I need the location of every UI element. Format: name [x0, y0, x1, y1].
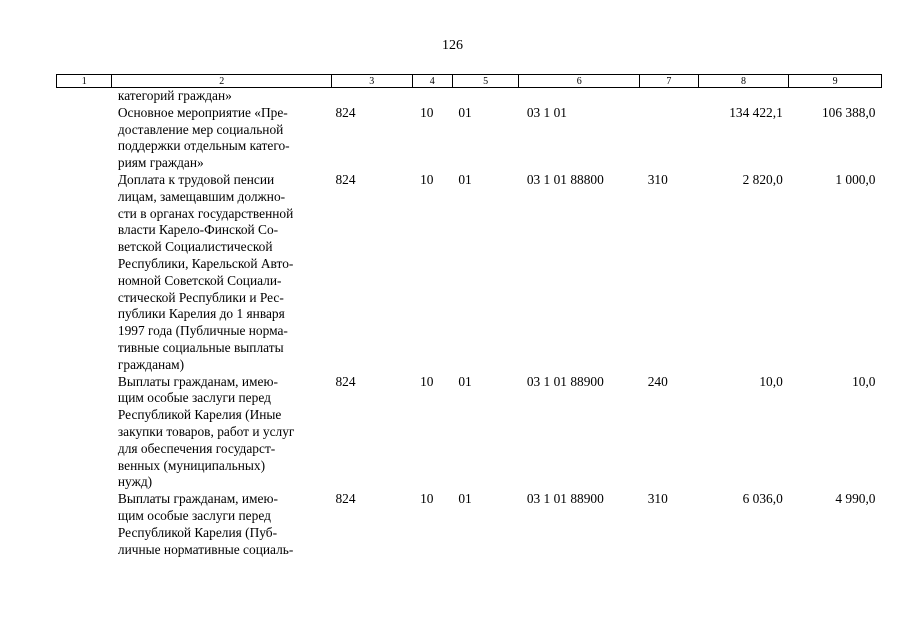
- row-c3: [331, 88, 412, 105]
- row-name: категорий граждан»: [117, 88, 232, 103]
- row-c8: 6 036,0: [742, 491, 783, 507]
- row-name: Доплата к трудовой пенсии лицам, замещавшим должно- сти в органах государственной власти Карело-Финской Со- ветской Социалистической Республики, Карельской Авто- номной Советской Социали- стической Республики и Рес- публики Карелия до 1 января 1997 года (Публичные норма- тивные социальные выплаты гражданам): [117, 171, 294, 372]
- row-c9: 106 388,0: [821, 104, 876, 120]
- row-c6: 03 1 01 88900: [526, 373, 604, 389]
- row-c3: 824: [335, 171, 356, 187]
- row-c5: 01: [458, 373, 472, 389]
- row-c3: 824: [335, 491, 356, 507]
- row-c7: [640, 105, 698, 172]
- column-number-4: 4: [412, 75, 452, 88]
- budget-table: [56, 74, 882, 558]
- row-c8: 10,0: [759, 373, 783, 389]
- row-name: Выплаты гражданам, имею- щим особые заслуги перед Республикой Карелия (Пуб- личные нормативные социаль-: [117, 491, 294, 557]
- column-number-2: 2: [112, 75, 332, 88]
- row-name: Выплаты гражданам, имею- щим особые заслуги перед Республикой Карелия (Иные закупки товаров, работ и услуг для обеспечения государст- венных (муниципальных) нужд): [117, 373, 295, 490]
- row-c4: 10: [420, 373, 434, 389]
- row-c5: 01: [458, 491, 472, 507]
- row-c7: [640, 88, 698, 105]
- row-empty-cell: [57, 491, 112, 558]
- row-c4: 10: [420, 171, 434, 187]
- row-c3: 824: [335, 373, 356, 389]
- row-name: Основное мероприятие «Пре- доставление мер социальной поддержки отдельным катего- риям граждан»: [117, 104, 290, 171]
- column-number-8: 8: [698, 75, 789, 88]
- row-c6: 03 1 01 88900: [526, 491, 604, 507]
- row-c6: [519, 88, 640, 105]
- row-c7: 310: [647, 171, 668, 187]
- table-row: [57, 374, 882, 492]
- table-row: [57, 88, 882, 105]
- row-c9: 4 990,0: [835, 491, 876, 507]
- row-empty-cell: [57, 88, 112, 105]
- page-number: 126: [442, 38, 463, 53]
- row-empty-cell: [57, 172, 112, 374]
- row-c8: [698, 88, 789, 105]
- table-row: [57, 105, 882, 172]
- row-c8: 134 422,1: [729, 104, 783, 120]
- column-number-9: 9: [789, 75, 882, 88]
- column-number-3: 3: [331, 75, 412, 88]
- row-c5: 01: [458, 171, 472, 187]
- column-number-1: 1: [57, 75, 112, 88]
- row-c7: 240: [647, 373, 668, 389]
- row-c3: 824: [335, 104, 356, 120]
- row-c7: 310: [647, 491, 668, 507]
- row-c6: 03 1 01 88800: [526, 171, 604, 187]
- table-row: [57, 491, 882, 558]
- row-c8: 2 820,0: [742, 171, 783, 187]
- table-header: [57, 75, 882, 88]
- row-c6: 03 1 01: [526, 104, 567, 120]
- row-empty-cell: [57, 374, 112, 492]
- row-c4: 10: [420, 491, 434, 507]
- row-empty-cell: [57, 105, 112, 172]
- row-c5: [452, 88, 518, 105]
- row-c9: [789, 88, 882, 105]
- row-c4: 10: [420, 104, 434, 120]
- column-number-7: 7: [640, 75, 698, 88]
- column-number-6: 6: [519, 75, 640, 88]
- row-c9: 10,0: [852, 373, 876, 389]
- row-c5: 01: [458, 104, 472, 120]
- row-c9: 1 000,0: [835, 171, 876, 187]
- row-c4: [412, 88, 452, 105]
- column-number-5: 5: [452, 75, 518, 88]
- table-row: [57, 172, 882, 374]
